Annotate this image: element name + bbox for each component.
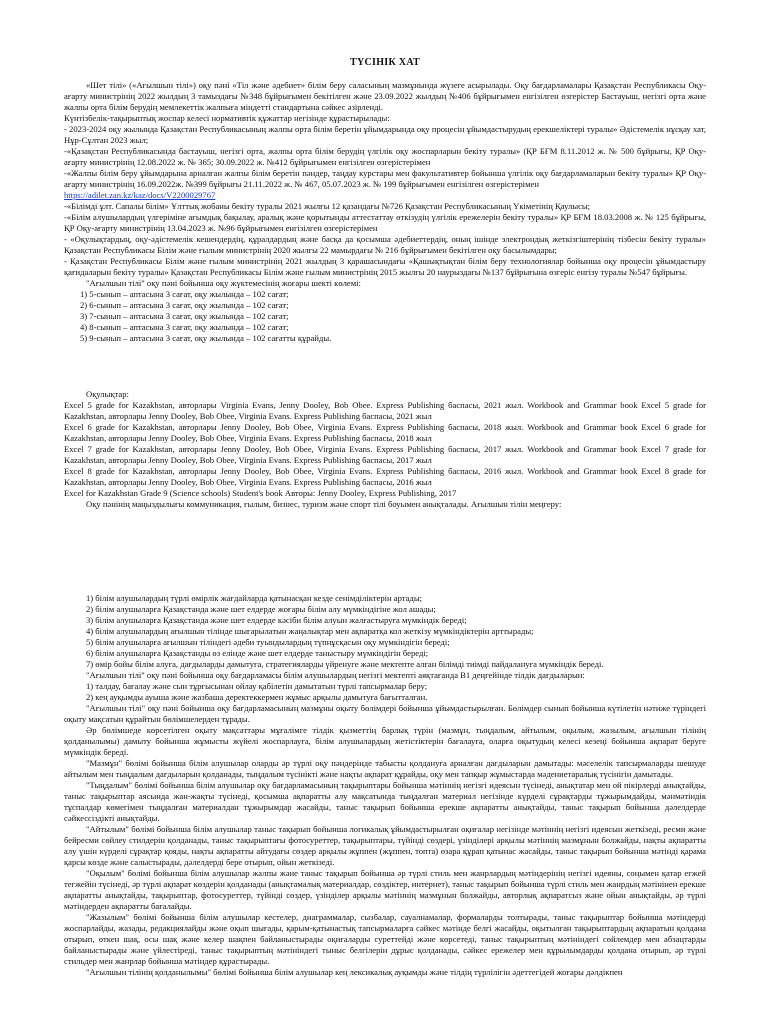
goal-item: 5) білім алушыларға ағылшын тіліндегі әдеби туындылардың түпнұсқасын оқу мүмкіндігін береді; bbox=[86, 637, 450, 647]
regulation-item: - 2023-2024 оқу жылында Қазақстан Республикасының жалпы орта білім беретін ұйымдарында оқу процесін ұйымдастырудың ерекшеліктері туралы» Әдістемелік нұсқау хат, Нұр-Сұлтан 2023 жыл; bbox=[64, 124, 706, 145]
regulation-item: -«Жалпы білім беру ұйымдарына арналған жалпы білім беретін пәндер, таңдау курстары мен факультативтер бойынша үлгілік оқу бағдарламаларын бекіту туралы» ҚР Оқу-ағарту министрінің 16.09.2022ж. №399 бұйрығы 21.11.2022 ж. № 467, 05.07.2023 ж. № 199 бұйрығымен енгізілген өзгерістерімен bbox=[64, 168, 706, 189]
intro-section bbox=[64, 80, 706, 344]
usage-paragraph: "Ағылшын тілінің қолданылымы" бөлімі бойынша білім алушылар кең лексикалық ауқымды және тілдің түрлілігін әдеттегідей жоғары дәлдікпен bbox=[86, 967, 623, 977]
content-paragraph: "Мазмұн" бөлімі бойынша білім алушылар оларды әр түрлі оқу пәндерінде табысты қолдануға арналған дағдыларын дамытады: мәселелік тапсырмаларды шешуде айтылым мен тыңдалым дағдыларын қолданады, тыңдалым түсінікті және нақты ақпарат құрайды, оқу мен тапқыр жұмыстарда мәдениетаралық түсінігін дамытады. bbox=[64, 758, 706, 779]
objectives-paragraph: Әр бөлімшеде көрсетілген оқыту мақсаттары мұғалімге тілдік қызметтің барлық түрін (мазмұн, тыңдалым, айтылым, оқылым, жазылым, ағылшын тілінің қолданылымы) дамыту бойынша жұмысты жүйелі жоспарлауға, білім алушылардың жетістіктерін бағалауға, оларға оқытудың келесі кезеңі бойынша ақпарат беруге мүмкіндік береді. bbox=[64, 725, 706, 757]
regulation-item: -«Қазақстан Республикасында бастауыш, негізгі орта, жалпы орта білім берудің үлгілік оқу жоспарларын бекіту туралы» (ҚР БҒМ 8.11.2012 ж. № 500 бұйрығы, ҚР Оқу-ағарту министрінің 12.08.2022 ж. № 365; 30.09.2022 ж. №412 бұйрығымен енгізілген өзгерістерімен bbox=[64, 146, 706, 167]
goal-item: 3) білім алушыларға Қазақстанда және шет елдерде кәсіби білім алуын жалғастыруға мүмкіндік береді; bbox=[86, 615, 467, 625]
b1-intro: "Ағылшын тілі" оқу пәні бойынша оқу бағдарламасы білім алушылардың негізгі мектепті аяқтағанда В1 деңгейінде тілдік дағдыларын: bbox=[86, 670, 585, 680]
goal-item: 2) білім алушыларға Қазақстанда және шет елдерде жоғары білім алу мүмкіндігіне жол ашады; bbox=[86, 604, 436, 614]
load-heading: "Ағылшын тілі" оқу пәні бойынша оқу жүктемесінің жоғары шекті көлемі: bbox=[86, 278, 361, 288]
load-item: 4) 8-сынып – аптасына 3 сағат, оқу жылында – 102 сағат; bbox=[80, 322, 289, 332]
sections-paragraph: "Ағылшын тілі" оқу пәні бойынша оқу бағдарламасының мазмұны оқыту бөлімдері бойынша ұйымдастырылған. Бөлімдер сынып бойынша күтілетін нәтиже түріндегі оқыту мақсатын құрайтын бөлімшелерден тұрады. bbox=[64, 703, 706, 724]
b1-item: 1) талдау, бағалау және сын тұрғысынан ойлау қабілетін дамытатын түрлі тапсырмалар беру; bbox=[86, 681, 428, 691]
goal-item: 6) білім алушыларға Қазақстанды өз елінде және шет елдерде таныстыру мүмкіндігін береді; bbox=[86, 648, 429, 658]
purpose-paragraph: Оқу пәнінің маңыздылығы коммуникация, ғылым, бизнес, туризм және спорт тілі боуымен анықталады. Ағылшын тілін меңгеру: bbox=[86, 499, 562, 509]
regulation-item: -«Білім алушылардың үлгеріміне ағымдық бақылау, аралық және қорытынды аттестаттау өткізудің үлгілік ережелерін бекіту туралы» ҚР БҒМ 18.03.2008 ж. № 125 бұйрығы, ҚР Оқу-ағарту министрінің 13.04.2023 ж. №96 бұйрығымен енгізілген өзгерістерімен bbox=[64, 212, 706, 233]
goal-item: 4) білім алушылардың ағылшын тілінде шығарылатын жаңалықтар мен ақпаратқа кол жеткізу мүмкіндіктерін арттырады; bbox=[86, 626, 534, 636]
textbook-item: Excel for Kazakhstan Grade 9 (Science schools) Student's book Авторы: Jenny Dooley, Express Publishing, 2017 bbox=[64, 488, 457, 498]
speaking-paragraph: "Айтылым" бөлімі бойынша білім алушылар таныс тақырып бойынша логикалық ұйымдастырылған оқиғалар негізінде мәтіннің негізгі идеясын жеткізеді, ресми және бейресми сөйлеу стилдерін қолданады, таныс тақырыптағы фотосуреттер, тақырыптары, түйінді сөздері, үзінділері арқылы мәтіннің мазмұнын болжайды, нақты ақпаратты алу үшін күрделі сұрақтар қояды, нақты ақпаратты айтудағы сөздер арқылы жұппен (жұппен, топта) өзара құрап қатынас жасайды, таныс тақырып бойынша мәтінді қарама қарсы көзде және салыстырады, дәлелдерді бере отырып, ойын жеткізеді. bbox=[64, 824, 706, 867]
goal-item: 1) білім алушылардың түрлі өмірлік жағдайларда қатынасқан кезде сенімділіктерін артады; bbox=[86, 593, 423, 603]
textbook-item: Excel 7 grade for Kazakhstan, авторлары Jenny Dooley, Bob Obee, Virginia Evans. Express Publishing баспасы, 2017 жыл. Workbook and Grammar book Excel 7 grade for Kazakhstan, авторлары Jenny Dooley, Bob Obee, Virginia Evans. Express Publishing баспасы, 2017 жыл bbox=[64, 444, 706, 465]
goal-item: 7) өмір бойы білім алуға, дағдыларды дамытуға, стратегияларды үйренуге және мектепте алған білімді тиімді пайдалануға мүмкіндік береді. bbox=[86, 659, 604, 669]
textbooks-heading: Оқулықтар: bbox=[86, 389, 129, 399]
listening-paragraph: "Тыңдалым" бөлімі бойынша білім алушылар оқу бағдарламасының тақырыптары бойынша мәтіннің негізгі идеясын түсінеді, анықтатар мен ой пікірлерді анықтайды, таныс тақырыптар аясында жан-жақты түсінеді, қосымша ақпаратты алу мақсатында тыңдалған материал негізінде күрделі сұрақтарды тұжырымдайды, мәнмәтіндік тұспалдар көмегімен тыңдалған материалдан тұжырымдар жасайды, таныс тақырып бойынша ерекше ақпаратты анықтайды, таныс тақырып бойынша дәлелдерде сәйкессіздікті анықтайды. bbox=[64, 780, 706, 823]
textbook-item: Excel 8 grade for Kazakhstan, авторлары Jenny Dooley, Bob Obee, Virginia Evans. Express Publishing баспасы, 2016 жыл. Workbook and Grammar book Excel 8 grade for Kazakhstan, авторлары Jenny Dooley, Bob Obee, Virginia Evans. Express Publishing баспасы, 2016 жыл bbox=[64, 466, 706, 487]
regulation-item: - «Оқулықтардың, оқу-әдістемелік кешендердің, құралдардың және басқа да қосымша әдебиеттердің, оның ішінде электрондық жеткізгіштерінің тізбесін бекіту туралы» Қазақстан Республикасы Білім және ғылым министрінің 2020 жылғы 22 мамырдағы № 216 бұйрығымен бекітілген оқу басылымдары; bbox=[64, 234, 706, 255]
textbook-item: Excel 6 grade for Kazakhstan, авторлары Jenny Dooley, Bob Obee, Virginia Evans. Express Publishing баспасы, 2018 жыл. Workbook and Grammar book Excel 6 grade for Kazakhstan, авторлары Jenny Dooley, Bob Obee, Virginia Evans. Express Publishing баспасы, 2018 жыл bbox=[64, 422, 706, 443]
reading-paragraph: "Оқылым" бөлімі бойынша білім алушылар жалпы және таныс тақырып бойынша әр түрлі стиль мен жанрлардың мәтіндерінің негізгі идеяны, соңымен қатар егжей тегжейін түсінеді, әр түрлі ақпарат көздерін қолданады (анықтамалық материалдар, сөздіктер, интернет), таныс тақырып бойынша түрлі стиль мен жанрдың мәтінінен ерекше ақпаратты анықтайды, тақырыптар, фотосуреттер, түйінді сөздер, үзінділер арқылы мәтіннің мазмұнын болжайды, авторлық ақпаратсыз және ойын анықтайды, әр түрлі мәтіндерден ақпаратты бағалайды. bbox=[64, 868, 706, 911]
load-item: 5) 9-сынып – аптасына 3 сағат, оқу жылында – 102 сағатты құрайды. bbox=[80, 333, 332, 343]
goals-section bbox=[64, 593, 706, 978]
load-item: 3) 7-сынып – аптасына 3 сағат, оқу жылында – 102 сағат; bbox=[80, 311, 289, 321]
textbook-item: Excel 5 grade for Kazakhstan, авторлары Virginia Evans, Jenny Dooley, Bob Obee. Express Publishing баспасы, 2021 жыл. Workbook and Grammar book Excel 5 grade for Kazakhstan, авторлары Jenny Dooley, Bob Obee, Virginia Evans. Express Publishing баспасы, 2021 жыл bbox=[64, 400, 706, 421]
textbooks-section bbox=[64, 389, 706, 510]
page-title: ТҮСІНІК ХАТ bbox=[350, 57, 420, 68]
regulation-item: - Қазақстан Республикасы Білім және ғылым министрінің 2021 жылдың 3 қарашасындағы «Қашықтықтан білім беру технологиялар бойынша оқу процесін ұйымдастыру қағидаларын бекіту туралы» Қазақстан Республикасы Білім және ғылым министрінің 2015 жылғы 20 наурыздағы №137 бұйрығына өзгеріс енгізу туралы №547 бұйрығы. bbox=[64, 256, 706, 277]
intro-paragraph: Күнтізбелік-тақырыптық жоспар келесі нормативтік құжаттар негізінде құрастырылады: bbox=[64, 113, 390, 123]
load-item: 1) 5-сынып – аптасына 3 сағат, оқу жылында – 102 сағат; bbox=[80, 289, 289, 299]
b1-item: 2) кең ауқымды ауыша және жазбаша деректеккермен жұмыс арқылы дамытуға бағытталған. bbox=[86, 692, 428, 702]
adilet-link[interactable]: https://adilet.zan.kz/kaz/docs/V2200029767 bbox=[64, 190, 216, 200]
writing-paragraph: "Жазылым" бөлімі бойынша білім алушылар кестелер, диаграммалар, сызбалар, сауалнамалар, формаларды толтырады, таныс тақырыптар бойынша мәтіндерді жоспарлайды, жазады, редакциялайды және оқып шығады, қарым-қатынастық тапсырмаларға сәйкес мәтінде белгі жасайды, оқытылған тақырыптардың ақпаратын қолдана отырып, өткен шақ, осы шақ және келер шақпен байланыстырады оқиғаларды суреттейді және көрсетеді, таныс тақырыптың мәтініндегі сөйлемдер мен абзацтарды байланыстырады және үйлестіреді, таныс тақырыптың мәтініндегі тыныс белгілерін дұрыс қолданады, сәйкес ережелер мен құрылымдарды қолдана отырып, әр түрлі стильдер мен жанрлар бойынша мәтіндер құрастырады. bbox=[64, 912, 706, 966]
load-item: 2) 6-сынып – аптасына 3 сағат, оқу жылында – 102 сағат; bbox=[80, 300, 289, 310]
regulation-item: -«Білімді ұлт. Сапалы білім» Ұлттық жобаны бекіту туралы 2021 жылғы 12 қазандағы №726 Қазақстан Республикасының Үкіметінің Қаулысы; bbox=[64, 201, 591, 211]
intro-paragraph: «Шет тілі» («Ағылшын тілі») оқу пәні «Тіл және әдебиет» білім беру саласының мазмұнында жүзеге асырылады. Оқу бағдарламалары Қазақстан Республикасы Оқу-ағарту министрінің 2022 жылдың 3 тамыздағы №348 бұйрығымен бекітілген және 23.09.2022 жылдың №406 бұйрығымен енгізілген өзгерістер Бастауыш, негізгі орта және жалпы орта білім берудің мемлекеттік жалпыға міндетті стандартына сәйкес әзірленді. bbox=[64, 80, 706, 112]
